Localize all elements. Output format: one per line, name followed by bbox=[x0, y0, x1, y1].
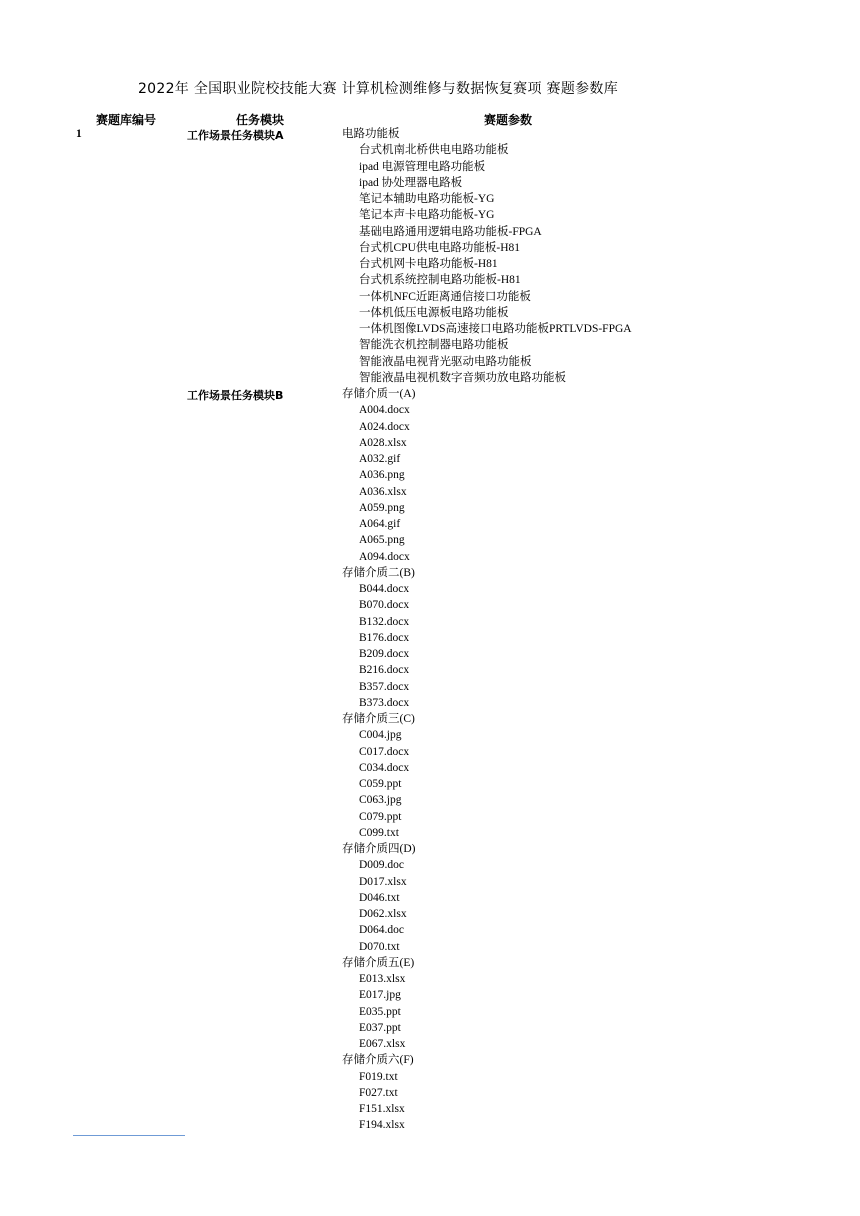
param-item: F151.xlsx bbox=[359, 1103, 405, 1115]
column-header-bank-id: 赛题库编号 bbox=[96, 113, 157, 127]
param-item: A065.png bbox=[359, 534, 405, 547]
param-item: 一体机图像LVDS高速接口电路功能板PRTLVDS-FPGA bbox=[359, 323, 632, 335]
param-item: B176.docx bbox=[359, 631, 410, 644]
param-group: 存储介质一(A) bbox=[342, 388, 416, 400]
param-item: E037.ppt bbox=[359, 1021, 401, 1034]
param-item: 一体机NFC近距离通信接口功能板 bbox=[359, 290, 531, 303]
param-item: A059.png bbox=[359, 501, 405, 514]
param-item: 笔记本声卡电路功能板-YG bbox=[359, 209, 495, 222]
param-item: A064.gif bbox=[359, 518, 401, 530]
param-item: A032.gif bbox=[359, 453, 401, 465]
param-item: A094.docx bbox=[359, 550, 410, 563]
param-item: 基础电路通用逻辑电路功能板-FPGA bbox=[359, 225, 542, 238]
param-item: 一体机低压电源板电路功能板 bbox=[359, 306, 509, 319]
param-item: D017.xlsx bbox=[359, 875, 407, 888]
bank-id-cell: 1 bbox=[76, 128, 82, 140]
param-group: 存储介质四(D) bbox=[342, 843, 416, 855]
column-header-module: 任务模块 bbox=[236, 113, 285, 127]
param-item: 智能液晶电视机数字音频功放电路功能板 bbox=[359, 371, 566, 384]
param-item: ipad 协处理器电路板 bbox=[359, 176, 463, 189]
param-item: C099.txt bbox=[359, 826, 399, 839]
param-item: D064.doc bbox=[359, 924, 405, 937]
param-item: C079.ppt bbox=[359, 810, 402, 823]
param-item: 智能液晶电视背光驱动电路功能板 bbox=[359, 355, 532, 368]
param-group: 存储介质二(B) bbox=[342, 566, 415, 579]
param-item: C063.jpg bbox=[359, 794, 402, 807]
param-item: ipad 电源管理电路功能板 bbox=[359, 160, 486, 173]
param-item: C017.docx bbox=[359, 745, 410, 758]
param-item: D009.doc bbox=[359, 859, 405, 872]
param-group: 存储介质六(F) bbox=[342, 1054, 414, 1067]
param-item: B044.docx bbox=[359, 583, 410, 595]
param-item: C059.ppt bbox=[359, 778, 402, 790]
param-item: B132.docx bbox=[359, 615, 410, 628]
param-group: 存储介质五(E) bbox=[342, 956, 415, 969]
param-item: 台式机系统控制电路功能板-H81 bbox=[359, 274, 521, 287]
column-header-params: 赛题参数 bbox=[484, 113, 533, 127]
param-item: B070.docx bbox=[359, 599, 410, 612]
param-item: A036.xlsx bbox=[359, 485, 407, 498]
param-item: F027.txt bbox=[359, 1086, 398, 1099]
param-item: E067.xlsx bbox=[359, 1038, 406, 1050]
param-item: 智能洗衣机控制器电路功能板 bbox=[359, 339, 509, 352]
param-item: B209.docx bbox=[359, 648, 410, 660]
param-item: F194.xlsx bbox=[359, 1119, 405, 1132]
params-list bbox=[0, 126, 860, 1134]
param-item: C034.docx bbox=[359, 761, 410, 774]
param-item: D062.xlsx bbox=[359, 908, 407, 920]
param-item: A028.xlsx bbox=[359, 436, 407, 449]
module-label: 工作场景任务模块B bbox=[187, 389, 284, 402]
param-item: C004.jpg bbox=[359, 729, 402, 742]
param-item: A036.png bbox=[359, 469, 405, 482]
param-item: A004.docx bbox=[359, 404, 410, 417]
param-item: E013.xlsx bbox=[359, 973, 406, 985]
module-label: 工作场景任务模块A bbox=[187, 129, 284, 142]
page-title: 2022年 全国职业院校技能大赛 计算机检测维修与数据恢复赛项 赛题参数库 bbox=[137, 81, 619, 97]
param-item: B357.docx bbox=[359, 680, 410, 693]
param-item: F019.txt bbox=[359, 1070, 398, 1083]
param-item: 台式机CPU供电电路功能板-H81 bbox=[359, 241, 521, 254]
param-item: B216.docx bbox=[359, 664, 410, 677]
param-item: 笔记本辅助电路功能板-YG bbox=[359, 193, 495, 205]
param-item: A024.docx bbox=[359, 420, 410, 433]
param-item: D070.txt bbox=[359, 940, 400, 953]
param-item: 台式机南北桥供电电路功能板 bbox=[359, 144, 509, 157]
param-group: 电路功能板 bbox=[342, 128, 400, 140]
param-item: E035.ppt bbox=[359, 1005, 401, 1018]
param-item: B373.docx bbox=[359, 696, 410, 709]
param-item: E017.jpg bbox=[359, 989, 401, 1002]
footer-divider bbox=[73, 1135, 185, 1136]
param-item: D046.txt bbox=[359, 891, 400, 904]
param-item: 台式机网卡电路功能板-H81 bbox=[359, 258, 498, 270]
param-group: 存储介质三(C) bbox=[342, 713, 415, 725]
